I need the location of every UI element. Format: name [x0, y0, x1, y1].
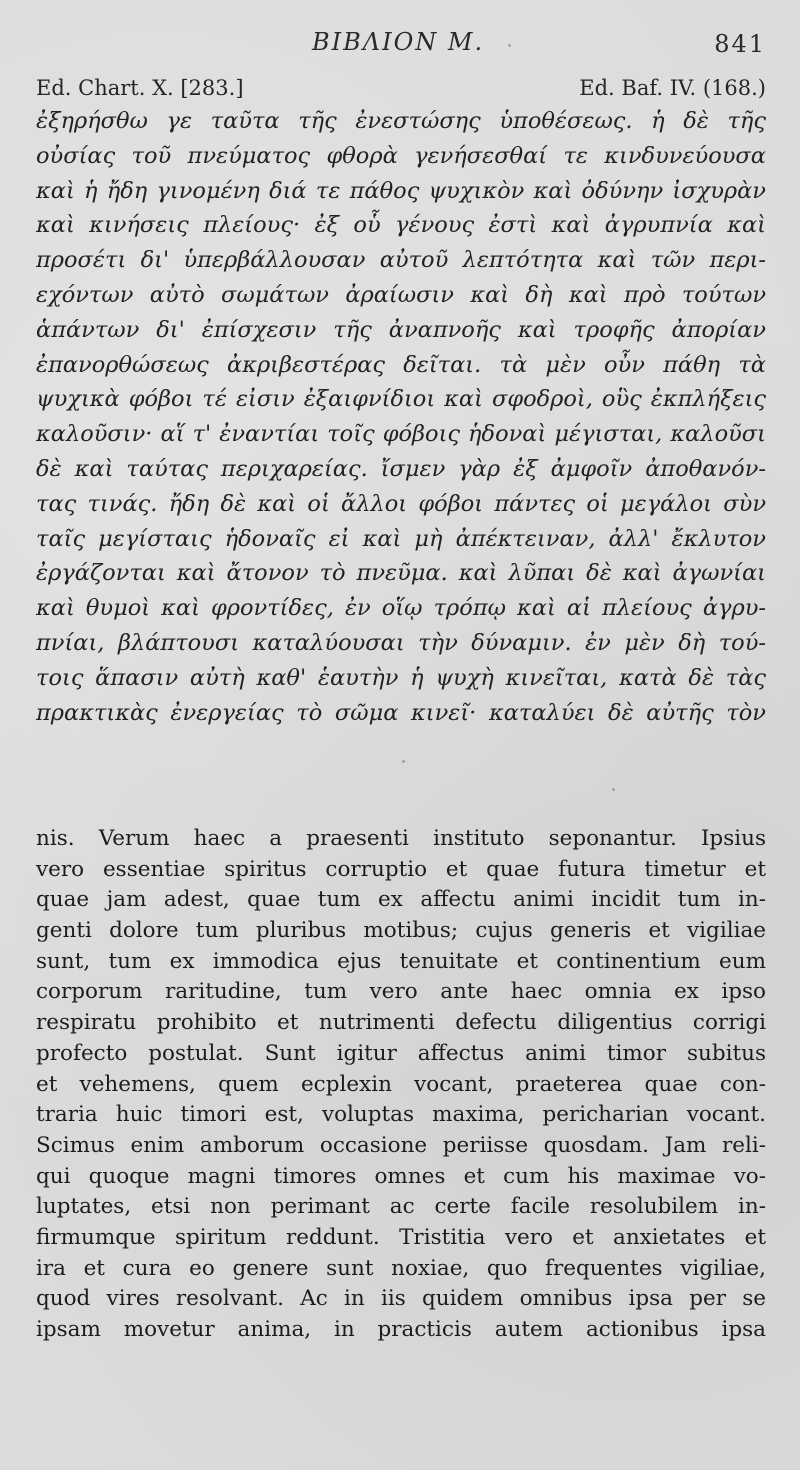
greek-line: ἐπανορθώσεως ἀκριβεστέρας δεῖται. τὰ μὲν οὖν πάθη τὰ: [36, 351, 766, 378]
greek-line: πρακτικὰς ἐνεργείας τὸ σῶμα κινεῖ· καταλύει δὲ αὐτῆς τὸν: [36, 699, 766, 726]
edition-reference-chartier: Ed. Chart. X. [283.]: [36, 76, 244, 100]
greek-line: ἐργάζονται καὶ ἄτονον τὸ πνεῦμα. καὶ λῦπαι δὲ καὶ ἀγωνίαι: [36, 560, 766, 587]
greek-line: ἁπάντων δι' ἐπίσχεσιν τῆς ἀναπνοῆς καὶ τροφῆς ἀπορίαν: [36, 316, 766, 343]
latin-line: respiratu prohibito et nutrimenti defectu diligentius corrigi: [36, 1010, 766, 1036]
greek-line: καὶ θυμοὶ καὶ φροντίδες, ἐν οἵῳ τρόπῳ καὶ αἱ πλείους ἀγρυ-: [36, 595, 766, 622]
greek-line: ψυχικὰ φόβοι τέ εἰσιν ἐξαιφνίδιοι καὶ σφοδροὶ, οὓς ἐκπλήξεις: [36, 386, 766, 413]
edition-reference-basel: Ed. Baf. IV. (168.): [579, 76, 766, 100]
latin-line: qui quoque magni timores omnes et cum his maximae vo-: [36, 1163, 766, 1189]
page-number: 841: [714, 30, 766, 58]
greek-line: τας τινάς. ἤδη δὲ καὶ οἱ ἄλλοι φόβοι πάντες οἱ μεγάλοι σὺν: [36, 490, 766, 517]
greek-line: καὶ ἡ ἤδη γινομένη διά τε πάθος ψυχικὸν καὶ ὀδύνην ἰσχυρὰν: [36, 177, 766, 204]
latin-line: genti dolore tum pluribus motibus; cujus generis et vigiliae: [36, 918, 766, 944]
greek-line: καὶ κινήσεις πλείους· ἐξ οὗ γένους ἐστὶ καὶ ἀγρυπνία καὶ: [36, 212, 766, 239]
greek-line: προσέτι δι' ὑπερβάλλουσαν αὐτοῦ λεπτότητα καὶ τῶν περι-: [36, 247, 766, 274]
greek-line: ἐξηρήσθω γε ταῦτα τῆς ἐνεστώσης ὑποθέσεως. ἡ δὲ τῆς: [36, 108, 766, 134]
greek-line: πνίαι, βλάπτουσι καταλύουσαι τὴν δύναμιν. ἐν μὲν δὴ τού-: [36, 629, 766, 656]
latin-text-block: [36, 824, 766, 1346]
greek-line: καλοῦσιν· αἵ τ' ἐναντίαι τοῖς φόβοις ἡδοναὶ μέγισται, καλοῦσι: [36, 421, 766, 448]
latin-line: vero essentiae spiritus corruptio et quae futura timetur et: [36, 856, 766, 882]
running-title: BIBΛΙΟΝ Μ.: [312, 28, 485, 56]
greek-line: τοις ἅπασιν αὐτὴ καθ' ἑαυτὴν ἡ ψυχὴ κινεῖται, κατὰ δὲ τὰς: [36, 664, 766, 691]
paper-speck: [612, 788, 615, 791]
greek-line: εχόντων αὐτὸ σωμάτων ἀραίωσιν καὶ δὴ καὶ πρὸ τούτων: [36, 281, 766, 308]
greek-line: δὲ καὶ ταύτας περιχαρείας. ἴσμεν γὰρ ἐξ ἀμφοῖν ἀποθανόν-: [36, 455, 766, 482]
paper-speck: [508, 44, 511, 47]
latin-line: luptates, etsi non perimant ac certe facile resolubilem in-: [36, 1194, 766, 1220]
latin-line: Scimus enim amborum occasione periisse quosdam. Jam reli-: [36, 1132, 766, 1158]
greek-text-block: [36, 104, 766, 730]
latin-line: sunt, tum ex immodica ejus tenuitate et continentium eum: [36, 948, 766, 974]
latin-line: ipsam movetur anima, in practicis autem actionibus ipsa: [36, 1317, 766, 1342]
latin-line: et vehemens, quem ecplexin vocant, praeterea quae con-: [36, 1071, 766, 1097]
latin-line: firmumque spiritum reddunt. Tristitia vero et anxietates et: [36, 1224, 766, 1250]
greek-line: οὐσίας τοῦ πνεύματος φθορὰ γενήσεσθαί τε κινδυνεύουσα: [36, 142, 766, 169]
latin-line: quae jam adest, quae tum ex affectu animi incidit tum in-: [36, 887, 766, 913]
latin-line: profecto postulat. Sunt igitur affectus animi timor subitus: [36, 1040, 766, 1066]
latin-line: ira et cura eo genere sunt noxiae, quo frequentes vigiliae,: [36, 1255, 766, 1281]
latin-line: quod vires resolvant. Ac in iis quidem omnibus ipsa per se: [36, 1286, 766, 1312]
latin-line: corporum raritudine, tum vero ante haec omnia ex ipso: [36, 979, 766, 1005]
paper-speck: [402, 760, 405, 763]
greek-line: ταῖς μεγίσταις ἡδοναῖς εἰ καὶ μὴ ἀπέκτειναν, ἀλλ' ἔκλυτον: [36, 525, 766, 552]
latin-line: nis. Verum haec a praesenti instituto seponantur. Ipsius: [36, 826, 766, 851]
latin-line: traria huic timori est, voluptas maxima, pericharian vocant.: [36, 1102, 766, 1128]
running-head: [0, 28, 800, 68]
edition-references: [36, 76, 766, 106]
